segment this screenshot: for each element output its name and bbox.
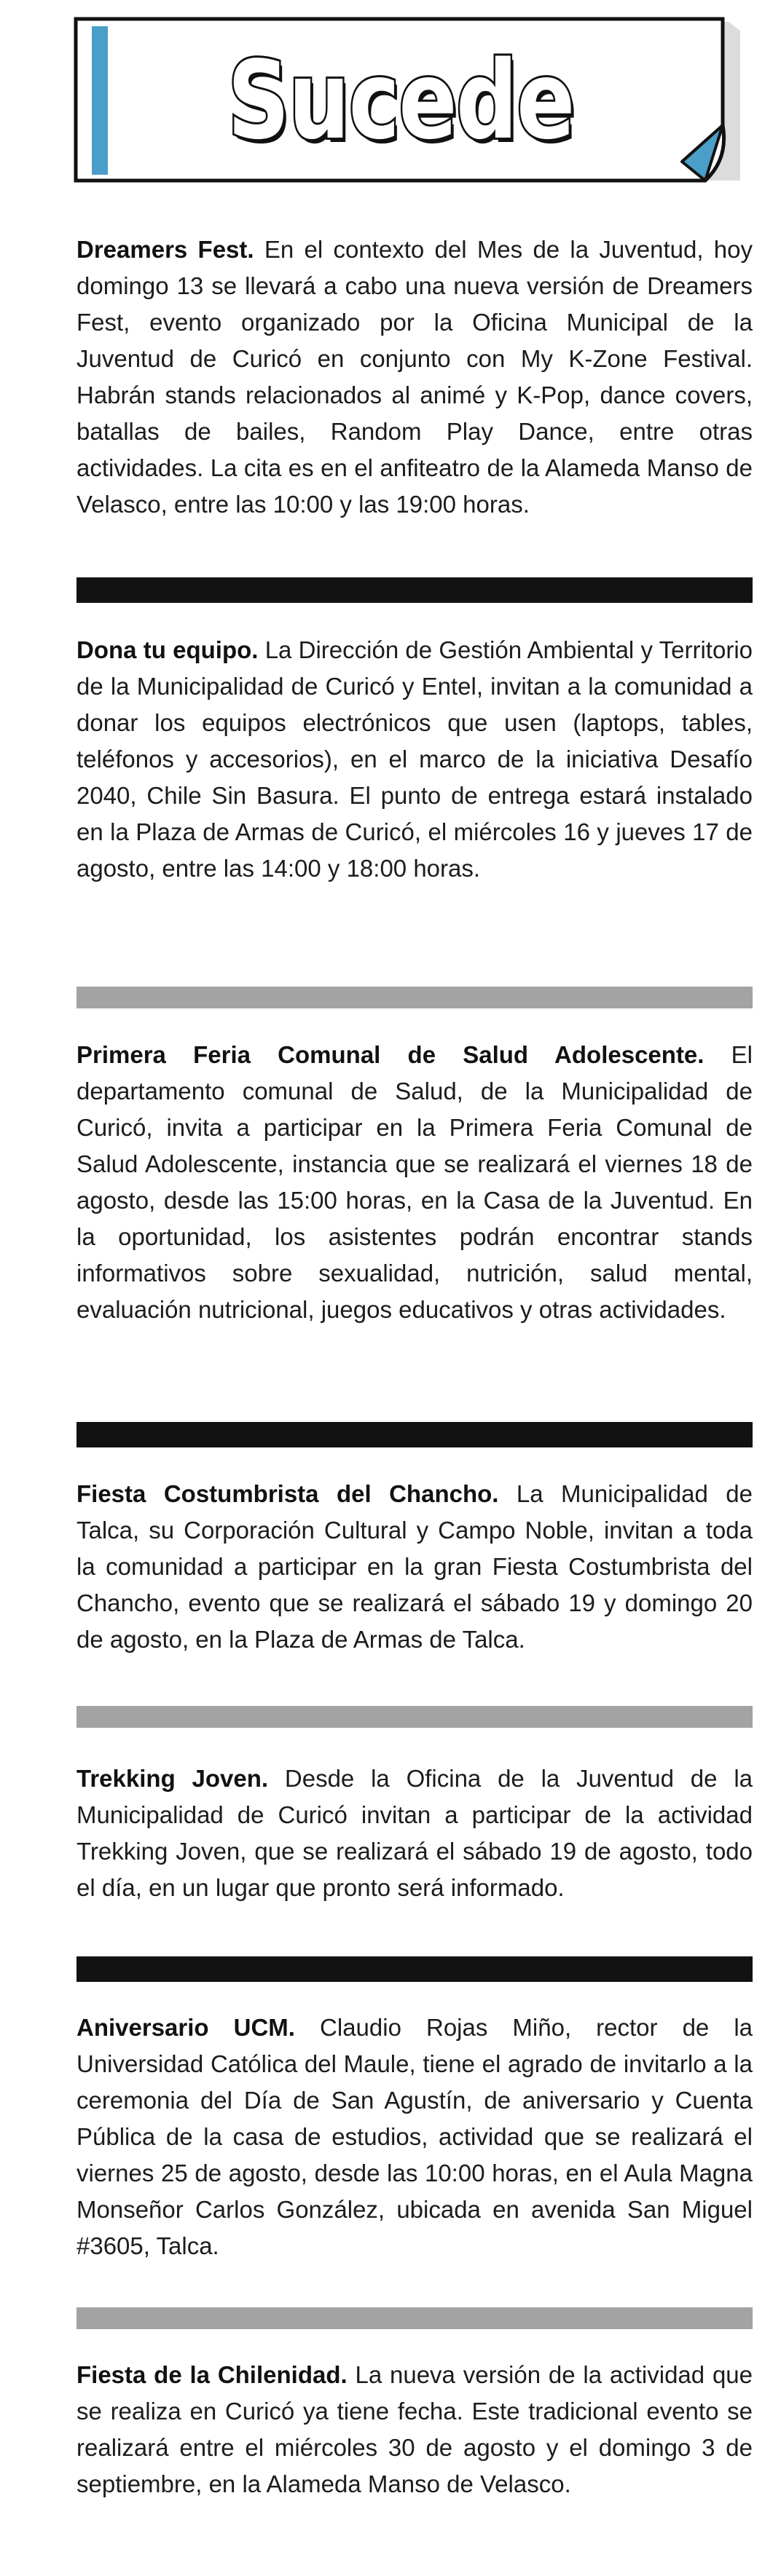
article-heading: Fiesta Costumbrista del Chancho. — [76, 1480, 499, 1507]
separator-bar — [76, 1706, 753, 1728]
article-heading: Aniversario UCM. — [76, 2014, 295, 2041]
article-heading: Dona tu equipo. — [76, 636, 259, 663]
section-header — [73, 16, 746, 185]
article-body: La nueva versión de la actividad que se realiza en Curicó ya tiene fecha. Este tradicional evento se realizará entre el miércoles 30 de agosto y el domingo 3 de septiembre, en la Alameda Manso de Velasco. — [76, 2361, 753, 2497]
article-fiesta-chancho — [76, 1476, 753, 1658]
article-body: El departamento comunal de Salud, de la Municipalidad de Curicó, invita a participar en la Primera Feria Comunal de Salud Adolescente, instancia que se realizará el viernes 18 de agosto, desde las 15:00 horas, en la Casa de la Juventud. En la oportunidad, los asistentes podrán encontrar stands informativos sobre sexualidad, nutrición, salud mental, evaluación nutricional, juegos educativos y otras actividades. — [76, 1041, 753, 1323]
article-body: Desde la Oficina de la Juventud de la Municipalidad de Curicó invitan a participar de la actividad Trekking Joven, que se realizará el sábado 19 de agosto, todo el día, en un lugar que pronto será informado. — [76, 1765, 753, 1901]
separator-bar — [76, 2307, 753, 2329]
article-dreamers-fest — [76, 232, 753, 523]
article-body: La Dirección de Gestión Ambiental y Territorio de la Municipalidad de Curicó y Entel, invitan a la comunidad a donar los equipos electrónicos que usen (laptops, tables, teléfonos y accesorios), en el marco de la iniciativa Desafío 2040, Chile Sin Basura. El punto de entrega estará instalado en la Plaza de Armas de Curicó, el miércoles 16 y jueves 17 de agosto, entre las 14:00 y 18:00 horas. — [76, 636, 753, 882]
article-body: Claudio Rojas Miño, rector de la Universidad Católica del Maule, tiene el agrado de invitarlo a la ceremonia del Día de San Agustín, de aniversario y Cuenta Pública de la casa de estudios, actividad que se realizará el viernes 25 de agosto, desde las 10:00 horas, en el Aula Magna Monseñor Carlos González, ubicada en avenida San Miguel #3605, Talca. — [76, 2014, 753, 2259]
article-body: En el contexto del Mes de la Juventud, hoy domingo 13 se llevará a cabo una nueva versión de Dreamers Fest, evento organizado por la Oficina Municipal de la Juventud de Curicó en conjunto con My K-Zone Festival. Habrán stands relacionados al animé y K-Pop, dance covers, batallas de bailes, Random Play Dance, entre otras actividades. La cita es en el anfiteatro de la Alameda Manso de Velasco, entre las 10:00 y las 19:00 horas. — [76, 236, 753, 518]
article-heading: Primera Feria Comunal de Salud Adolescente. — [76, 1041, 705, 1068]
article-feria-salud-adolescente — [76, 1037, 753, 1328]
separator-bar — [76, 1956, 753, 1982]
article-fiesta-chilenidad — [76, 2357, 753, 2502]
article-heading: Trekking Joven. — [76, 1765, 269, 1792]
separator-bar — [76, 1422, 753, 1447]
article-heading: Dreamers Fest. — [76, 236, 254, 263]
separator-bar — [76, 577, 753, 603]
section-title: Sucede — [227, 38, 574, 163]
article-dona-tu-equipo — [76, 632, 753, 887]
article-heading: Fiesta de la Chilenidad. — [76, 2361, 348, 2388]
separator-bar — [76, 987, 753, 1008]
article-aniversario-ucm — [76, 2010, 753, 2264]
article-body: La Municipalidad de Talca, su Corporación Cultural y Campo Noble, invitan a toda la comunidad a participar en la gran Fiesta Costumbrista del Chancho, evento que se realizará el sábado 19 y domingo 20 de agosto, en la Plaza de Armas de Talca. — [76, 1480, 753, 1653]
article-trekking-joven — [76, 1761, 753, 1906]
